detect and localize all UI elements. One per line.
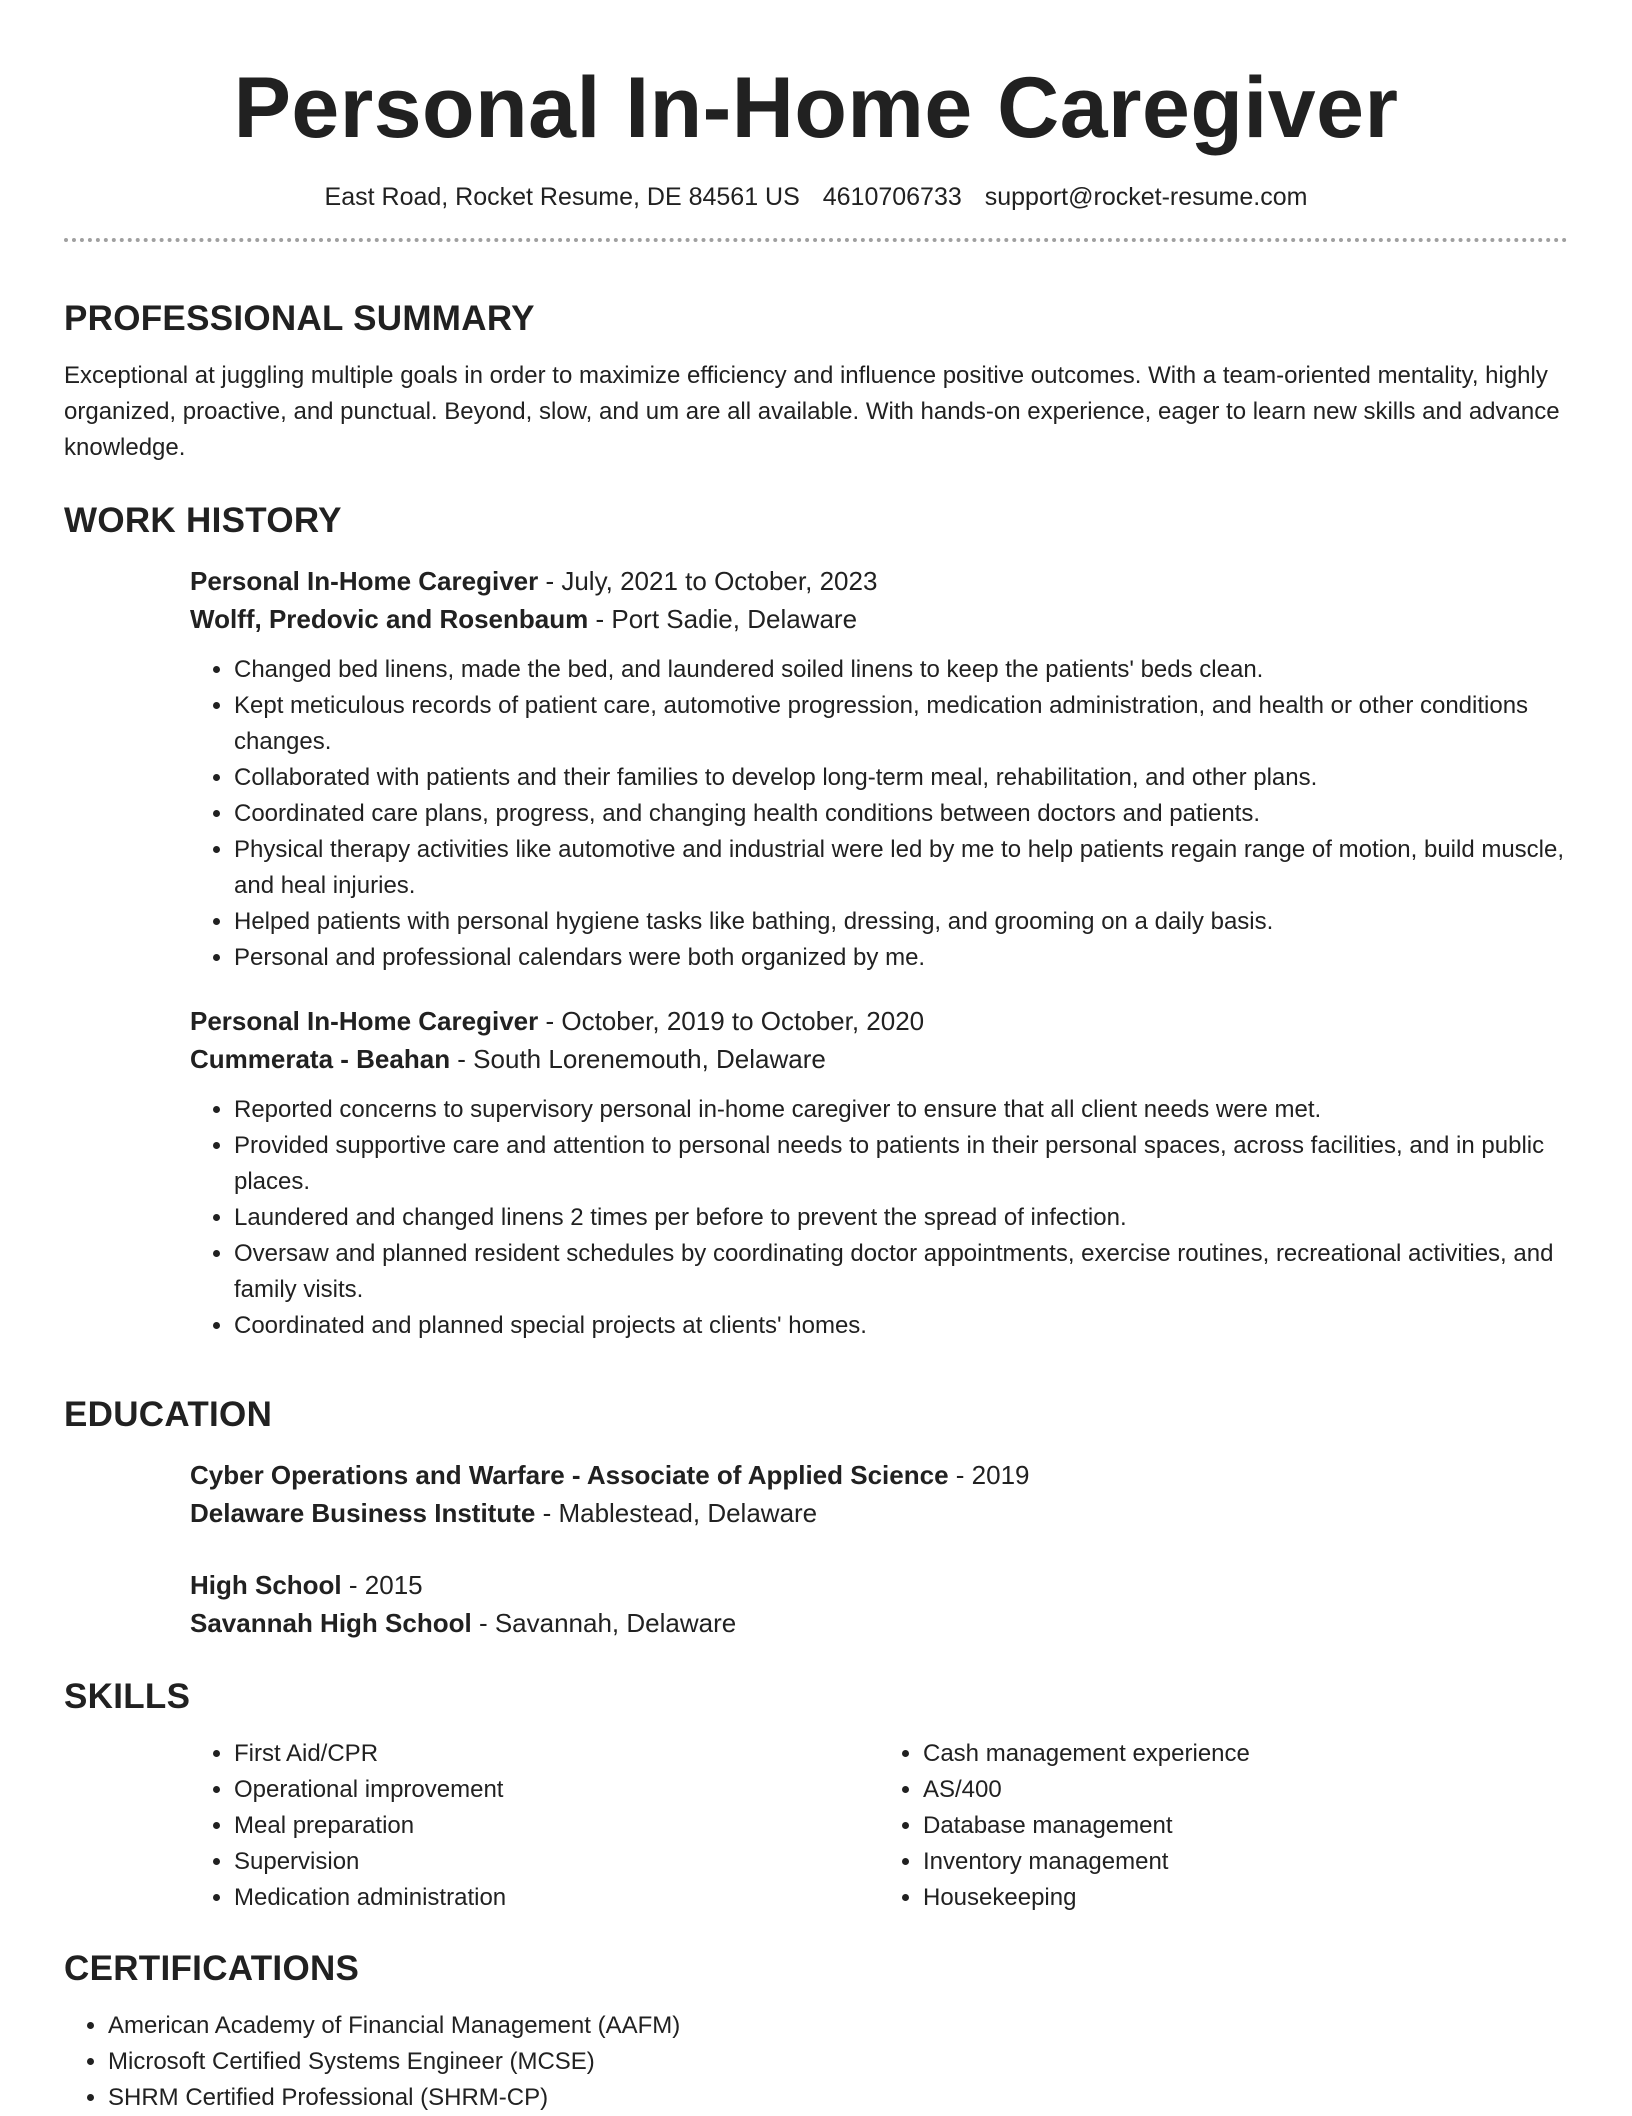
skill-item: • Inventory management bbox=[923, 1844, 1568, 1880]
education-degree: Cyber Operations and Warfare - Associate of Applied Science bbox=[190, 1460, 949, 1490]
education-year: - 2015 bbox=[341, 1570, 423, 1600]
education-title: EDUCATION bbox=[64, 1395, 273, 1434]
skill-item: • Supervision bbox=[234, 1844, 879, 1880]
education-entry bbox=[190, 1566, 1568, 1642]
list-item: • Laundered and changed linens 2 times per before to prevent the spread of infection. bbox=[234, 1200, 1568, 1236]
job-location: - South Lorenemouth, Delaware bbox=[450, 1044, 826, 1074]
work-title: WORK HISTORY bbox=[64, 501, 342, 540]
education-entry bbox=[190, 1456, 1568, 1532]
job-role: Personal In-Home Caregiver bbox=[190, 1006, 539, 1036]
education-degree-line bbox=[190, 1566, 1568, 1604]
job-bullets bbox=[190, 1092, 1568, 1344]
skill-item: • Meal preparation bbox=[234, 1808, 879, 1844]
list-item: • Changed bed linens, made the bed, and laundered soiled linens to keep the patients' beds clean. bbox=[234, 652, 1568, 688]
job-role: Personal In-Home Caregiver bbox=[190, 566, 539, 596]
resume-page bbox=[64, 0, 1568, 2111]
job-entry bbox=[190, 1002, 1568, 1344]
job-title-line bbox=[190, 562, 1568, 600]
skills-section bbox=[64, 1674, 1568, 1916]
contact-line bbox=[64, 180, 1568, 214]
skill-item: • First Aid/CPR bbox=[234, 1736, 879, 1772]
header-divider bbox=[64, 238, 1568, 242]
list-item: • Personal and professional calendars were both organized by me. bbox=[234, 940, 1568, 976]
list-item: • Kept meticulous records of patient care, automotive progression, medication administration, and health or other conditions changes. bbox=[234, 688, 1568, 760]
list-item: • Coordinated and planned special projects at clients' homes. bbox=[234, 1308, 1568, 1344]
contact-email[interactable]: support@rocket-resume.com bbox=[984, 183, 1308, 211]
skills-list-right bbox=[879, 1736, 1568, 1916]
education-location: - Mablestead, Delaware bbox=[535, 1498, 818, 1528]
job-dates: - July, 2021 to October, 2023 bbox=[538, 566, 878, 596]
certifications-list bbox=[64, 2008, 1568, 2116]
candidate-name: Personal In-Home Caregiver bbox=[233, 60, 1399, 156]
education-school-line bbox=[190, 1604, 1568, 1642]
skill-item: • Database management bbox=[923, 1808, 1568, 1844]
education-year: - 2019 bbox=[948, 1460, 1030, 1490]
job-bullets bbox=[190, 652, 1568, 976]
job-company: Wolff, Predovic and Rosenbaum bbox=[190, 604, 589, 634]
education-section bbox=[64, 1392, 1568, 1642]
education-degree: High School bbox=[190, 1570, 342, 1600]
list-item: • Provided supportive care and attention to personal needs to patients in their personal spaces, across facilities, and in public places. bbox=[234, 1128, 1568, 1200]
skills-list-left bbox=[190, 1736, 879, 1916]
job-dates: - October, 2019 to October, 2020 bbox=[538, 1006, 925, 1036]
job-title-line bbox=[190, 1002, 1568, 1040]
list-item: • Physical therapy activities like automotive and industrial were led by me to help patients regain range of motion, build muscle, and heal injuries. bbox=[234, 832, 1568, 904]
skills-title: SKILLS bbox=[64, 1677, 191, 1716]
skill-item: • Operational improvement bbox=[234, 1772, 879, 1808]
certification-item: • SHRM Certified Professional (SHRM-CP) bbox=[108, 2080, 1568, 2116]
skill-item: • Cash management experience bbox=[923, 1736, 1568, 1772]
education-location: - Savannah, Delaware bbox=[471, 1608, 737, 1638]
education-school: Savannah High School bbox=[190, 1608, 472, 1638]
summary-text: Exceptional at juggling multiple goals in order to maximize efficiency and influence positive outcomes. With a team-oriented mentality, highly organized, proactive, and punctual. Beyond, slow, and um are all available. With hands-on experience, eager to learn new skills and advance knowledge. bbox=[64, 362, 1560, 461]
work-section bbox=[64, 498, 1568, 1344]
job-location: - Port Sadie, Delaware bbox=[588, 604, 858, 634]
job-company-line bbox=[190, 1040, 1568, 1078]
contact-address: East Road, Rocket Resume, DE 84561 US bbox=[324, 183, 800, 211]
education-degree-line bbox=[190, 1456, 1568, 1494]
skill-item: • Medication administration bbox=[234, 1880, 879, 1916]
list-item: • Reported concerns to supervisory personal in-home caregiver to ensure that all client needs were met. bbox=[234, 1092, 1568, 1128]
job-entry bbox=[190, 562, 1568, 976]
education-school-line bbox=[190, 1494, 1568, 1532]
skill-item: • AS/400 bbox=[923, 1772, 1568, 1808]
certification-item: • Microsoft Certified Systems Engineer (MCSE) bbox=[108, 2044, 1568, 2080]
list-item: • Coordinated care plans, progress, and changing health conditions between doctors and patients. bbox=[234, 796, 1568, 832]
skills-grid bbox=[190, 1736, 1568, 1916]
certifications-section bbox=[64, 1946, 1568, 2116]
summary-title: PROFESSIONAL SUMMARY bbox=[64, 299, 535, 338]
certifications-title: CERTIFICATIONS bbox=[64, 1949, 360, 1988]
list-item: • Oversaw and planned resident schedules by coordinating doctor appointments, exercise routines, recreational activities, and family visits. bbox=[234, 1236, 1568, 1308]
list-item: • Collaborated with patients and their families to develop long-term meal, rehabilitation, and other plans. bbox=[234, 760, 1568, 796]
certification-item: • American Academy of Financial Management (AAFM) bbox=[108, 2008, 1568, 2044]
summary-section bbox=[64, 296, 1568, 466]
skill-item: • Housekeeping bbox=[923, 1880, 1568, 1916]
job-company: Cummerata - Beahan bbox=[190, 1044, 451, 1074]
list-item: • Helped patients with personal hygiene tasks like bathing, dressing, and grooming on a daily basis. bbox=[234, 904, 1568, 940]
contact-phone: 4610706733 bbox=[822, 183, 962, 211]
education-school: Delaware Business Institute bbox=[190, 1498, 536, 1528]
job-company-line bbox=[190, 600, 1568, 638]
